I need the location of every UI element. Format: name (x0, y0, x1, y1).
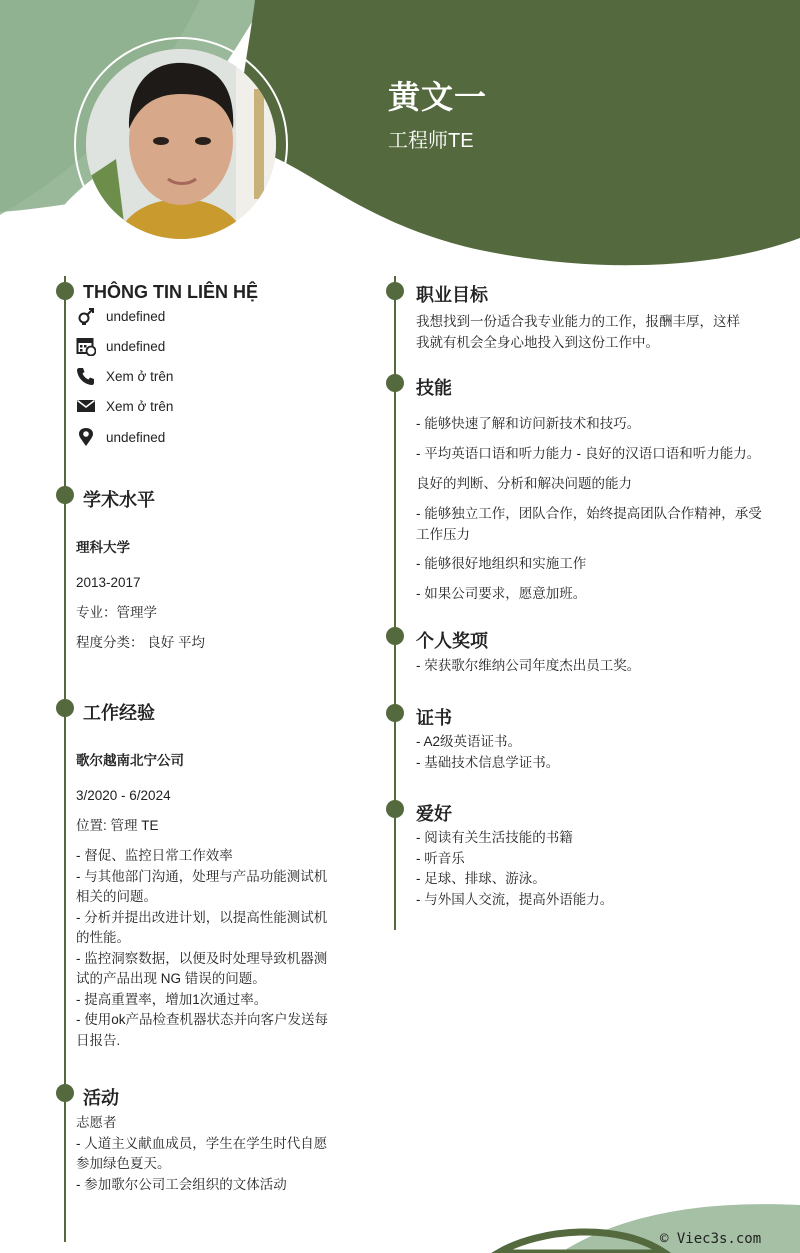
list-item: 参加绿色夏天。 (76, 1156, 171, 1171)
contact-email-value: Xem ở trên (106, 398, 174, 414)
list-item: - 足球、排球、游泳。 (416, 871, 546, 886)
contact-gender-value: undefined (106, 308, 166, 324)
list-item: - 督促、监控日常工作效率 (76, 848, 233, 863)
certificates-list (416, 732, 559, 773)
list-item: - 参加歌尔公司工会组织的文体活动 (76, 1176, 287, 1192)
gender-icon (76, 306, 96, 326)
skills-heading: 技能 (416, 378, 452, 398)
contact-email[interactable] (76, 395, 173, 417)
hobbies-list (416, 828, 613, 910)
certificates-dot (386, 704, 404, 722)
list-item: - 如果公司要求，愿意加班。 (416, 586, 587, 601)
location-icon (76, 427, 96, 447)
list-item: - 使用ok产品检查机器状态并向客户发送每 (76, 1012, 329, 1027)
list-item: - 能够快速了解和访问新技术和技巧。 (416, 416, 641, 431)
list-item: - 听音乐 (416, 850, 465, 866)
objective-text (416, 312, 740, 353)
list-item: 的性能。 (76, 930, 130, 945)
list-item: 相关的问题。 (76, 889, 157, 904)
contact-heading: THÔNG TIN LIÊN HỆ (83, 282, 258, 302)
phone-icon (76, 366, 96, 386)
experience-company: 歌尔越南北宁公司 (76, 753, 184, 768)
job-title: 工程师TE (388, 130, 474, 152)
list-item: 志愿者 (76, 1115, 117, 1130)
list-item: - 与其他部门沟通，处理与产品功能测试机 (76, 868, 328, 884)
contact-phone[interactable] (76, 365, 173, 387)
awards-dot (386, 627, 404, 645)
education-years: 2013-2017 (76, 575, 141, 590)
list-item: - 与外国人交流，提高外语能力。 (416, 891, 614, 907)
contact-birthday (76, 335, 165, 357)
contact-address (76, 426, 165, 448)
certificates-heading: 证书 (416, 708, 452, 728)
objective-heading: 职业目标 (416, 285, 488, 305)
list-item: 日报告. (76, 1032, 121, 1048)
list-item: 试的产品出现 NG 错误的问题。 (76, 971, 266, 986)
contact-address-value: undefined (106, 429, 166, 445)
education-major: 专业：管理学 (76, 605, 157, 620)
list-item: - 能够独立工作，团队合作，始终提高团队合作精神，承受 (416, 506, 762, 521)
list-item: 良好的判断、分析和解决问题的能力 (416, 476, 632, 491)
hobbies-dot (386, 800, 404, 818)
activities-dot (56, 1084, 74, 1102)
experience-description (76, 846, 328, 1051)
list-item: - 能够很好地组织和实施工作 (416, 556, 587, 571)
list-item: 我就有机会全身心地投入到这份工作中。 (416, 334, 659, 350)
experience-period: 3/2020 - 6/2024 (76, 788, 171, 803)
activities-heading: 活动 (83, 1088, 119, 1108)
contact-dot (56, 282, 74, 300)
list-item: - 人道主义献血成员，学生在学生时代自愿 (76, 1135, 328, 1151)
list-item: 工作压力 (416, 527, 470, 542)
education-school: 理科大学 (76, 540, 130, 555)
list-item: 我想找到一份适合我专业能力的工作，报酬丰厚，这样 (416, 314, 740, 329)
mail-icon (76, 396, 96, 416)
objective-dot (386, 282, 404, 300)
avatar (86, 49, 276, 239)
list-item: - 分析并提出改进计划，以提高性能测试机 (76, 909, 328, 925)
hobbies-heading: 爱好 (416, 804, 452, 824)
list-item: - 荣获歌尔维纳公司年度杰出员工奖。 (416, 658, 641, 673)
experience-heading: 工作经验 (83, 703, 155, 723)
education-heading: 学术水平 (83, 490, 155, 510)
list-item: - 提高重置率，增加1次通过率。 (76, 991, 268, 1007)
list-item: - 基础技术信息学证书。 (416, 754, 560, 770)
list-item: - 阅读有关生活技能的书籍 (416, 830, 573, 845)
awards-heading: 个人奖项 (416, 631, 488, 651)
list-item: - A2级英语证书。 (416, 734, 522, 749)
list-item: - 监控洞察数据，以便及时处理导致机器测 (76, 950, 328, 966)
watermark: © Viec3s.com (660, 1231, 762, 1247)
experience-position: 位置: 管理 TE (76, 818, 159, 833)
calendar-icon (76, 336, 96, 356)
education-grade: 程度分类： 良好 平均 (76, 635, 206, 650)
person-name: 黄文一 (388, 79, 488, 115)
contact-phone-value: Xem ở trên (106, 368, 174, 384)
experience-dot (56, 699, 74, 717)
contact-gender (76, 305, 165, 327)
activities-description (76, 1113, 327, 1195)
contact-birthday-value: undefined (106, 338, 166, 354)
list-item: - 平均英语口语和听力能力 - 良好的汉语口语和听力能力。 (416, 446, 761, 461)
skills-dot (386, 374, 404, 392)
education-dot (56, 486, 74, 504)
